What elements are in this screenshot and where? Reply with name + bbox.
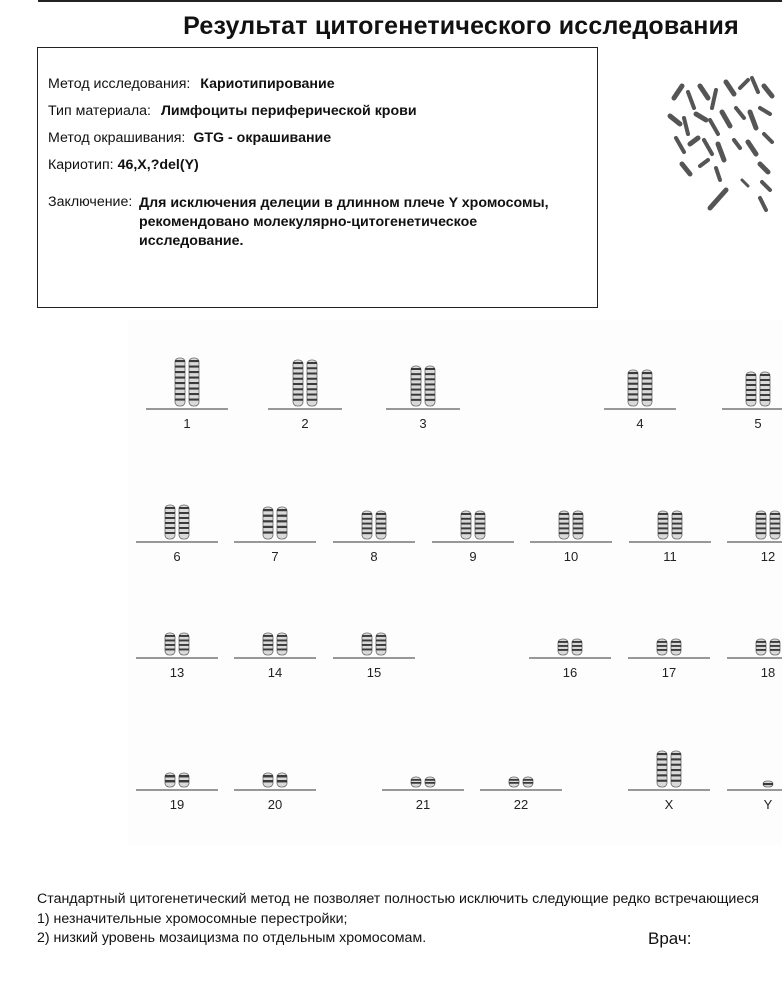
band [179,775,189,777]
band [263,509,273,511]
band [411,383,421,385]
band [179,780,189,782]
band [642,377,652,379]
band [293,388,303,390]
band [509,782,519,784]
band [175,382,185,384]
band [475,518,485,520]
chromosome-pair-X [628,751,710,790]
footer-line-1: Стандартный цитогенетический метод не позволяет полностью исключить следующие редко встречающиеся [37,891,759,907]
band [307,394,317,396]
band [658,527,668,529]
chromosome-label-3: 3 [419,416,427,431]
chromosome-pair-8 [333,511,415,542]
chromosome-label-6: 6 [173,549,181,564]
chromosome-pair-2 [268,360,342,409]
band [179,635,189,637]
chromosome-label-10: 10 [563,549,579,564]
band [362,527,372,529]
band [179,532,189,534]
band [628,372,638,374]
band [760,384,770,386]
chromosome-label-13: 13 [169,665,185,680]
band [293,399,303,401]
band [573,532,583,534]
band [658,532,668,534]
band [179,517,189,519]
band [165,512,175,514]
band [671,769,681,771]
band [165,649,175,651]
band [307,378,317,380]
band [509,779,519,781]
band [573,513,583,515]
band [179,527,189,529]
karyotype-value: 46,X,?del(Y) [117,157,199,173]
band [293,367,303,369]
band [175,399,185,401]
band [376,640,386,642]
chromosome-label-22: 22 [513,797,529,812]
band [756,645,766,647]
band [175,388,185,390]
band [558,649,568,651]
band [559,527,569,529]
chromosome-7-1 [263,507,273,539]
band [628,377,638,379]
band [411,389,421,391]
band [461,532,471,534]
band [263,780,273,782]
band [179,507,189,509]
chromosome-pair-14 [234,633,316,658]
band [657,758,667,760]
band [672,523,682,525]
chromosome-pair-19 [136,773,218,790]
chromosome-label-15: 15 [366,665,382,680]
chromosome-pair-9 [432,511,514,542]
chromosome-label-Y: Y [763,797,773,812]
karyotype-label: Кариотип: [48,157,114,173]
band [165,644,175,646]
band [558,641,568,643]
band [362,513,372,515]
band [475,523,485,525]
band [189,377,199,379]
chromosome-label-5: 5 [754,416,762,431]
chromosome-pair-10 [530,511,612,542]
band [672,532,682,534]
band [165,507,175,509]
band [657,753,667,755]
chromosome-pair-5 [722,372,782,409]
band [165,780,175,782]
material-label: Тип материала: [48,103,151,119]
band [770,513,780,515]
chromosome-pair-11 [629,511,711,542]
band [671,641,681,643]
chromosome-10-2 [573,511,583,539]
chromosome-pair-6 [136,505,218,542]
band [760,379,770,381]
band [746,379,756,381]
chromosome-label-21: 21 [415,797,431,812]
band [770,527,780,529]
band [658,513,668,515]
footer-line-2: 1) незначительные хромосомные перестройки; [37,910,348,927]
band [559,518,569,520]
band [189,366,199,368]
band [277,520,287,522]
band [770,523,780,525]
band [461,513,471,515]
band [165,640,175,642]
band [179,644,189,646]
band [293,373,303,375]
chromosome-label-19: 19 [169,797,185,812]
band [263,649,273,651]
band [362,532,372,534]
band [307,362,317,364]
band [307,399,317,401]
band [189,360,199,362]
band [263,640,273,642]
chromosome-label-16: 16 [562,665,578,680]
band [770,532,780,534]
band [179,649,189,651]
band [425,383,435,385]
chromosome-pair-Y [727,781,782,790]
band [376,644,386,646]
band [756,532,766,534]
band [657,774,667,776]
staining-row [48,130,331,146]
band [362,523,372,525]
band [411,368,421,370]
band [362,635,372,637]
staining-value: GTG - окрашивание [193,130,332,146]
band [165,775,175,777]
band [671,649,681,651]
band [558,645,568,647]
band [770,645,780,647]
band [657,641,667,643]
band [277,635,287,637]
band [263,775,273,777]
page-title: Результат цитогенетического исследования [183,12,739,40]
chromosome-pair-15 [333,633,415,658]
band [411,779,421,781]
band [293,362,303,364]
band [362,640,372,642]
chromosome-label-8: 8 [370,549,378,564]
chromosome-label-7: 7 [271,549,279,564]
method-label: Метод исследования: [48,76,191,92]
band [642,372,652,374]
band [376,513,386,515]
band [165,527,175,529]
band [746,384,756,386]
band [628,399,638,401]
band [179,512,189,514]
band [175,393,185,395]
band [277,644,287,646]
chromosome-12-1 [756,511,766,539]
conclusion-label: Заключение: [48,194,133,210]
band [642,399,652,401]
band [671,758,681,760]
band [756,649,766,651]
band [523,779,533,781]
chromosome-label-1: 1 [183,416,191,431]
band [263,515,273,517]
chromosome-label-17: 17 [661,665,677,680]
top-rule [38,0,782,2]
band [572,649,582,651]
karyogram-svg [128,320,782,845]
band [760,374,770,376]
band [189,388,199,390]
band [559,513,569,515]
band [770,518,780,520]
band [770,641,780,643]
chromosome-pair-3 [386,366,460,409]
band [573,518,583,520]
band [277,775,287,777]
band [628,393,638,395]
band [746,374,756,376]
band [376,523,386,525]
band [657,764,667,766]
band [642,388,652,390]
chromosome-pair-4 [604,370,676,409]
band [572,645,582,647]
band [671,764,681,766]
band [461,527,471,529]
band [293,378,303,380]
band [165,517,175,519]
band [277,780,287,782]
band [425,779,435,781]
info-box [37,47,598,308]
band [756,527,766,529]
chromosome-9-2 [475,511,485,539]
band [362,649,372,651]
band [760,399,770,401]
chromosome-pair-12 [727,511,782,542]
band [671,645,681,647]
chromosome-label-12: 12 [760,549,776,564]
band [642,383,652,385]
band [756,641,766,643]
band [763,783,773,785]
band [189,393,199,395]
band [411,394,421,396]
band [277,531,287,533]
band [293,394,303,396]
method-row [48,76,335,92]
band [559,523,569,525]
karyotype-row [48,157,199,173]
band [263,531,273,533]
chromosome-8-1 [362,511,372,539]
band [376,527,386,529]
chromosome-label-18: 18 [760,665,776,680]
band [746,399,756,401]
band [362,518,372,520]
band [475,527,485,529]
staining-label: Метод окрашивания: [48,130,186,146]
band [461,523,471,525]
band [165,532,175,534]
band [672,518,682,520]
band [189,382,199,384]
chromosome-10-1 [559,511,569,539]
band [411,399,421,401]
band [425,373,435,375]
band [559,532,569,534]
band [165,522,175,524]
band [756,518,766,520]
chromosome-label-X: X [664,797,674,812]
band [425,378,435,380]
chromosome-pair-21 [382,777,464,790]
band [425,399,435,401]
chromosome-label-14: 14 [267,665,283,680]
band [475,513,485,515]
chromosome-pair-1 [146,358,228,409]
band [425,368,435,370]
chromosome-7-2 [277,507,287,539]
chromosome-12-2 [770,511,780,539]
band [376,649,386,651]
band [657,649,667,651]
band [277,649,287,651]
chromosome-pair-17 [628,639,710,658]
footer-line-3: 2) низкий уровень мозаицизма по отдельным хромосомам. [37,930,427,946]
chromosome-pair-16 [529,639,611,658]
band [746,389,756,391]
band [461,518,471,520]
band [760,389,770,391]
band [376,635,386,637]
band [756,513,766,515]
band [411,378,421,380]
band [756,523,766,525]
band [307,388,317,390]
band [293,383,303,385]
band [760,394,770,396]
band [277,640,287,642]
chromosome-8-2 [376,511,386,539]
band [672,513,682,515]
band [572,641,582,643]
band [376,532,386,534]
chromosome-9-1 [461,511,471,539]
band [642,393,652,395]
band [425,782,435,784]
band [189,371,199,373]
chromosome-label-11: 11 [663,549,677,564]
chromosome-pair-20 [234,773,316,790]
band [307,367,317,369]
band [277,515,287,517]
band [179,640,189,642]
band [376,518,386,520]
band [165,635,175,637]
chromosome-pair-22 [480,777,562,790]
band [671,774,681,776]
band [573,523,583,525]
chromosome-pair-7 [234,507,316,542]
band [672,527,682,529]
band [671,753,681,755]
band [307,383,317,385]
band [362,644,372,646]
band [263,520,273,522]
band [263,526,273,528]
band [523,782,533,784]
band [658,523,668,525]
band [658,518,668,520]
band [657,780,667,782]
band [475,532,485,534]
material-row [48,103,417,119]
band [657,645,667,647]
band [425,394,435,396]
metaphase-spread-image [660,68,782,228]
band [573,527,583,529]
band [657,769,667,771]
chromosome-label-4: 4 [636,416,644,431]
band [746,394,756,396]
chromosome-11-1 [658,511,668,539]
chromosome-pair-18 [727,639,782,658]
chromosome-label-2: 2 [301,416,309,431]
band [179,522,189,524]
band [175,360,185,362]
band [770,649,780,651]
chromosome-label-20: 20 [267,797,283,812]
band [175,371,185,373]
band [175,377,185,379]
band [307,373,317,375]
material-value: Лимфоциты периферической крови [160,103,417,119]
band [263,635,273,637]
band [671,780,681,782]
band [189,399,199,401]
conclusion-value: Для исключения делеции в длинном плече Y хромосомы, рекомендовано молекулярно-цитогенетическое исследование. [139,195,549,249]
band [277,509,287,511]
band [277,526,287,528]
band [425,389,435,391]
band [628,388,638,390]
karyogram [128,320,782,845]
chromosome-pair-13 [136,633,218,658]
doctor-label: Врач: [648,929,692,948]
chromosome-11-2 [672,511,682,539]
method-value: Кариотипирование [200,76,335,92]
band [628,383,638,385]
band [175,366,185,368]
band [411,782,421,784]
chromosome-label-9: 9 [469,549,477,564]
band [411,373,421,375]
band [263,644,273,646]
